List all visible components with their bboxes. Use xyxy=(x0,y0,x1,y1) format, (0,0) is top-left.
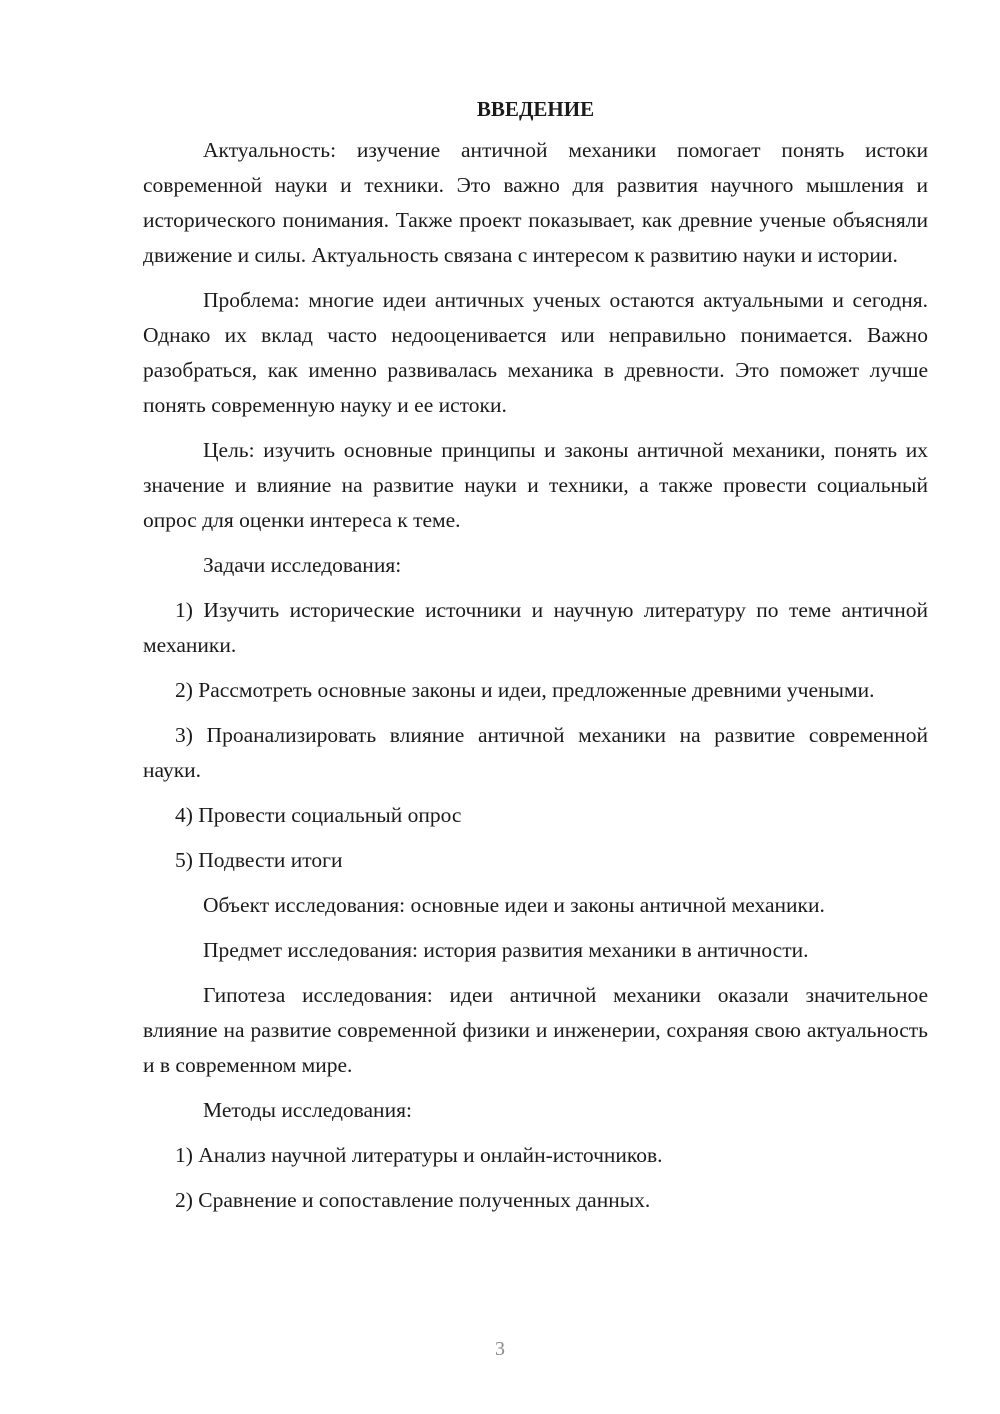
task-item: 5) Подвести итоги xyxy=(175,848,343,872)
goal-paragraph: Цель: изучить основные принципы и законы античной механики, понять их значение и влияние на развитие науки и техники, а также провести социальный опрос для оценки интереса к теме. xyxy=(143,438,928,532)
tasks-heading: Задачи исследования: xyxy=(203,553,402,577)
task-item: 1) Изучить исторические источники и научную литературу по теме античной механики. xyxy=(143,598,928,657)
object-paragraph: Объект исследования: основные идеи и законы античной механики. xyxy=(203,893,825,917)
methods-heading: Методы исследования: xyxy=(203,1098,412,1122)
subject-paragraph: Предмет исследования: история развития механики в античности. xyxy=(203,938,809,962)
section-title: ВВЕДЕНИЕ xyxy=(476,97,595,121)
document-page xyxy=(143,92,928,1228)
relevance-paragraph: Актуальность: изучение античной механики помогает понять истоки современной науки и техники. Это важно для развития научного мышления и исторического понимания. Также проект показывает, как древние ученые объясняли движение и силы. Актуальность связана с интересом к развитию науки и истории. xyxy=(143,138,928,267)
method-item: 2) Сравнение и сопоставление полученных данных. xyxy=(175,1188,651,1212)
task-item: 2) Рассмотреть основные законы и идеи, предложенные древними учеными. xyxy=(175,678,875,702)
hypothesis-paragraph: Гипотеза исследования: идеи античной механики оказали значительное влияние на развитие современной физики и инженерии, сохраняя свою актуальность и в современном мире. xyxy=(143,983,928,1077)
problem-paragraph: Проблема: многие идеи античных ученых остаются актуальными и сегодня. Однако их вклад часто недооценивается или неправильно понимается. Важно разобраться, как именно развивалась механика в древности. Это поможет лучше понять современную науку и ее истоки. xyxy=(143,288,928,417)
task-item: 4) Провести социальный опрос xyxy=(175,803,462,827)
page-number: 3 xyxy=(495,1338,505,1360)
task-item: 3) Проанализировать влияние античной механики на развитие современной науки. xyxy=(143,723,928,782)
method-item: 1) Анализ научной литературы и онлайн-источников. xyxy=(175,1143,663,1167)
